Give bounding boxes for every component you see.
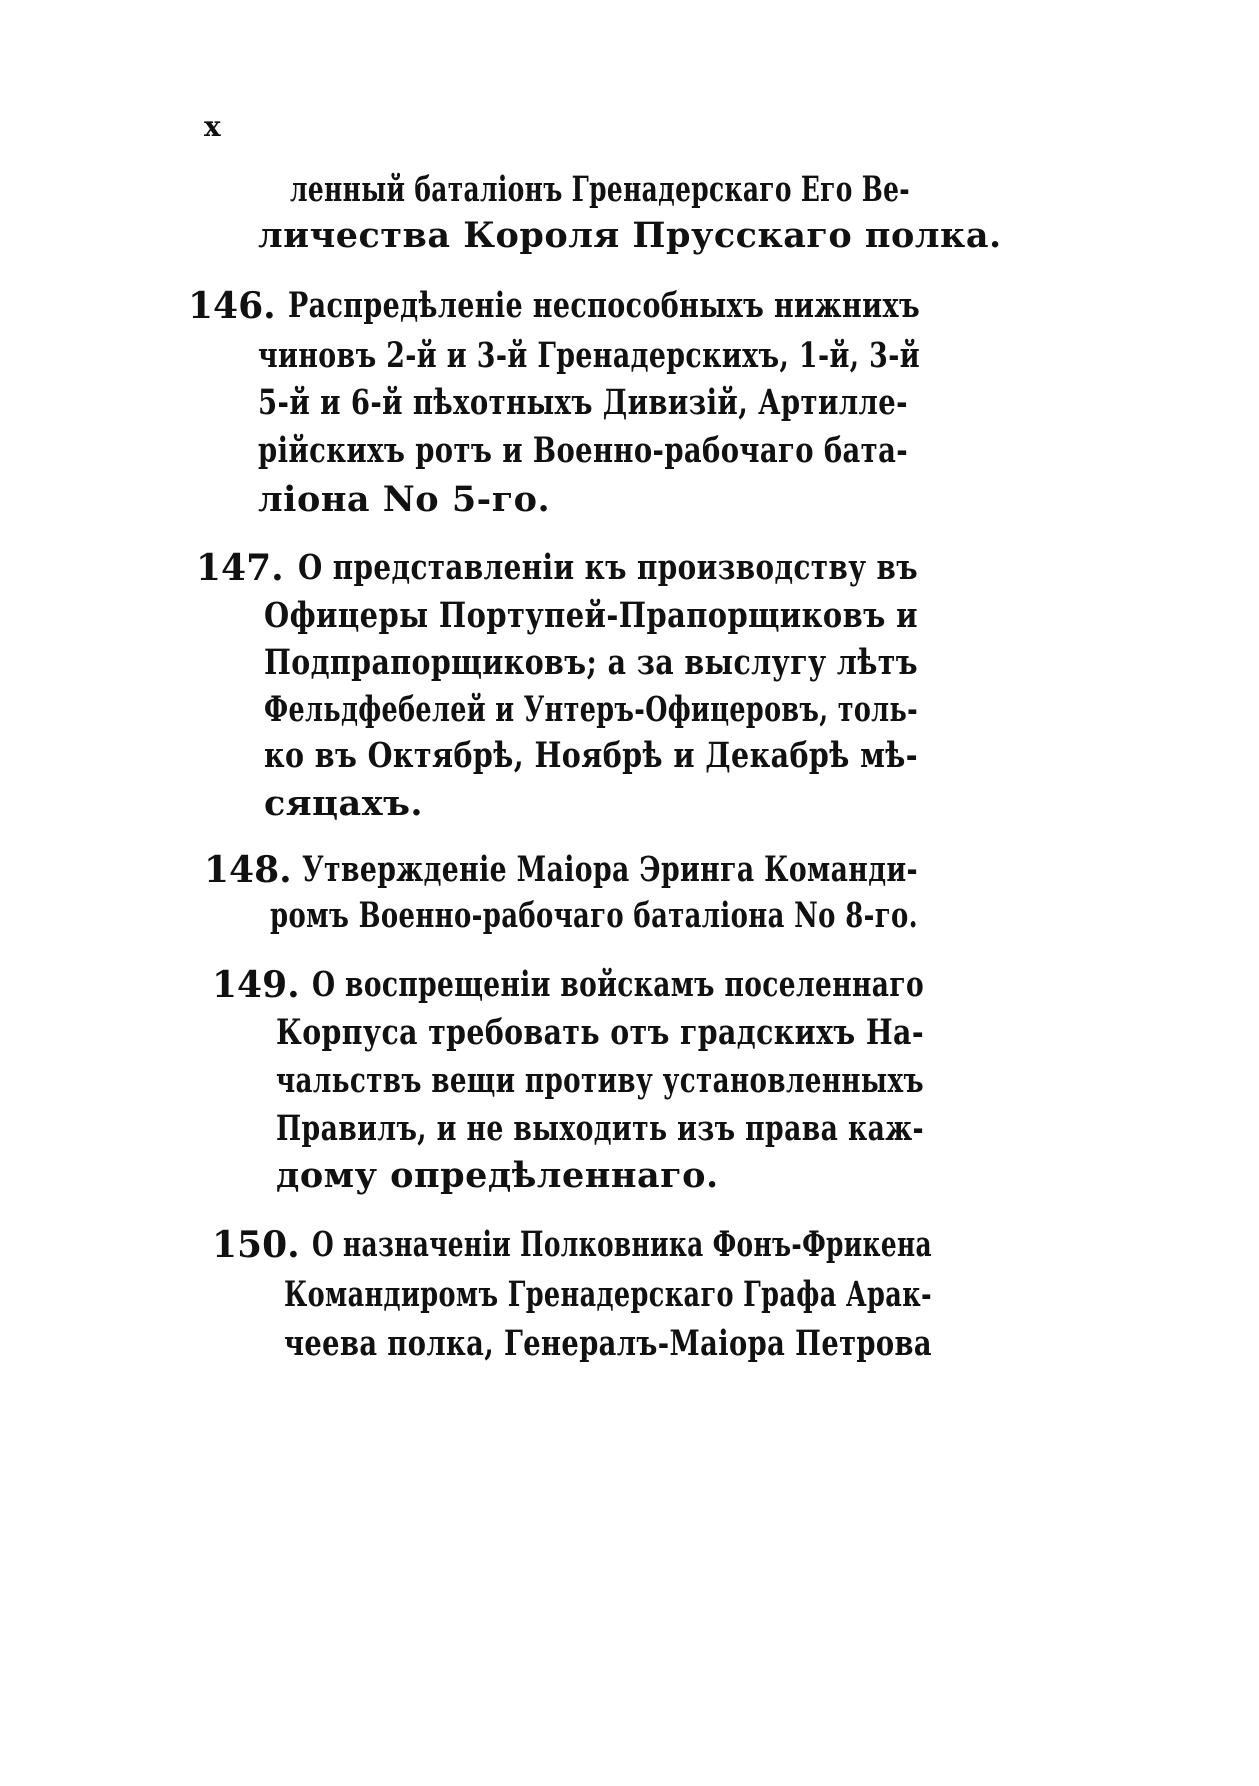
entry-line: 5-й и 6-й пѣхотныхъ Дивизій, Артилле-: [258, 382, 908, 423]
entry-line: Распредѣленіе неспособныхъ нижнихъ: [288, 285, 920, 326]
entry-line: Фельдфебелей и Унтеръ-Офицеровъ, толь-: [264, 689, 918, 730]
intro-line: личества Короля Прусскаго полка.: [258, 215, 1002, 256]
entry-line: чальствъ вещи противу установленныхъ: [276, 1060, 924, 1101]
entry-line: ліона No 5-го.: [258, 479, 551, 520]
entry-line: чеева полка, Генералъ-Маіора Петрова: [284, 1323, 932, 1364]
entry-line: чиновъ 2-й и 3-й Гренадерскихъ, 1-й, 3-й: [258, 335, 920, 376]
entry-line: дому опредѣленнаго.: [276, 1155, 719, 1196]
entry-line: О воспрещеніи войскамъ поселеннаго: [312, 964, 924, 1005]
intro-line: ленный баталіонъ Гренадерскаго Его Ве-: [290, 169, 910, 210]
entry-line: Утвержденіе Маіора Эринга Команди-: [302, 849, 918, 890]
entry-number: 149.: [212, 964, 300, 1006]
entry-line: ромъ Военно-рабочаго баталіона No 8-го.: [270, 895, 918, 936]
entry-line: Офицеры Портупей-Прапорщиковъ и: [264, 595, 918, 636]
entry-line: Корпуса требовать отъ градскихъ На-: [276, 1012, 924, 1053]
entry-line: Правилъ, и не выходить изъ права каж-: [276, 1108, 924, 1149]
entry-number: 147.: [196, 547, 284, 589]
entry-line: Подпрапорщиковъ; а за выслугу лѣтъ: [264, 642, 918, 683]
entry-number: 150.: [212, 1224, 300, 1266]
entry-line: О назначеніи Полковника Фонъ-Фрикена: [312, 1224, 932, 1265]
entry-number: 148.: [204, 849, 292, 891]
entry-line: рійскихъ ротъ и Военно-рабочаго бата-: [258, 430, 908, 471]
entry-line: О представленіи къ производству въ: [298, 547, 918, 588]
entry-line: ко въ Октябрѣ, Ноябрѣ и Декабрѣ мѣ-: [264, 735, 918, 776]
entry-line: сяцахъ.: [264, 783, 424, 824]
entry-line: Командиромъ Гренадерскаго Графа Арак-: [284, 1274, 932, 1315]
page-folio: x: [204, 110, 221, 143]
entry-number: 146.: [188, 285, 276, 327]
